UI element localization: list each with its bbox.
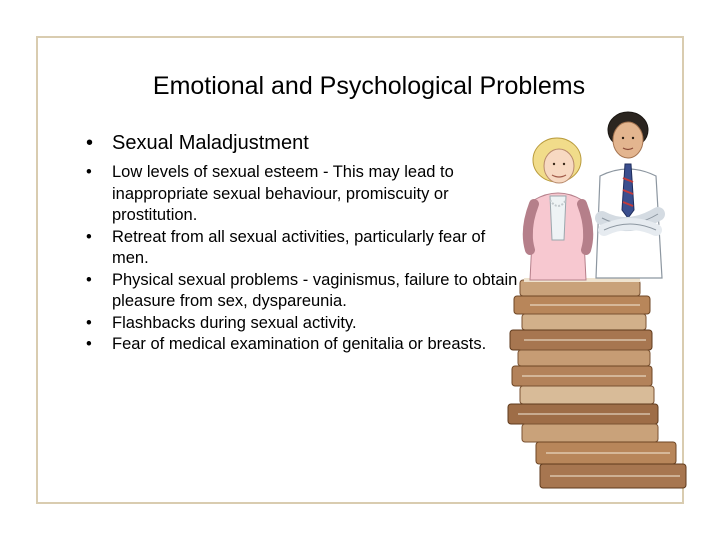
book-stack bbox=[508, 278, 686, 488]
students-on-book-stack-illustration bbox=[500, 100, 690, 500]
slide-title: Emotional and Psychological Problems bbox=[152, 72, 586, 100]
list-item bbox=[86, 227, 526, 270]
subheading bbox=[86, 132, 309, 155]
bullet-glyph: • bbox=[86, 227, 92, 246]
list-item-text: Flashbacks during sexual activity. bbox=[112, 313, 357, 332]
list-item-text: Retreat from all sexual activities, particularly fear of men. bbox=[112, 227, 486, 267]
list-item bbox=[86, 313, 526, 335]
boy-figure bbox=[596, 112, 662, 278]
list-item bbox=[86, 270, 526, 313]
list-item bbox=[86, 334, 526, 356]
bullet-glyph: • bbox=[86, 163, 92, 181]
bullet-glyph: • bbox=[86, 270, 92, 289]
bullet-glyph: • bbox=[86, 335, 92, 353]
girl-figure bbox=[528, 138, 589, 280]
bullet-glyph: • bbox=[86, 132, 94, 154]
bullet-list bbox=[86, 162, 526, 356]
list-item-text: Low levels of sexual esteem - This may lead to inappropriate sexual behaviour, promiscuity or prostitution. bbox=[112, 163, 454, 224]
list-item-text: Fear of medical examination of genitalia or breasts. bbox=[112, 335, 487, 353]
list-item-text: Physical sexual problems - vaginismus, failure to obtain pleasure from sex, dyspareunia. bbox=[112, 270, 518, 310]
bullet-glyph: • bbox=[86, 313, 92, 332]
list-item bbox=[86, 162, 526, 227]
subheading-text: Sexual Maladjustment bbox=[112, 132, 309, 154]
